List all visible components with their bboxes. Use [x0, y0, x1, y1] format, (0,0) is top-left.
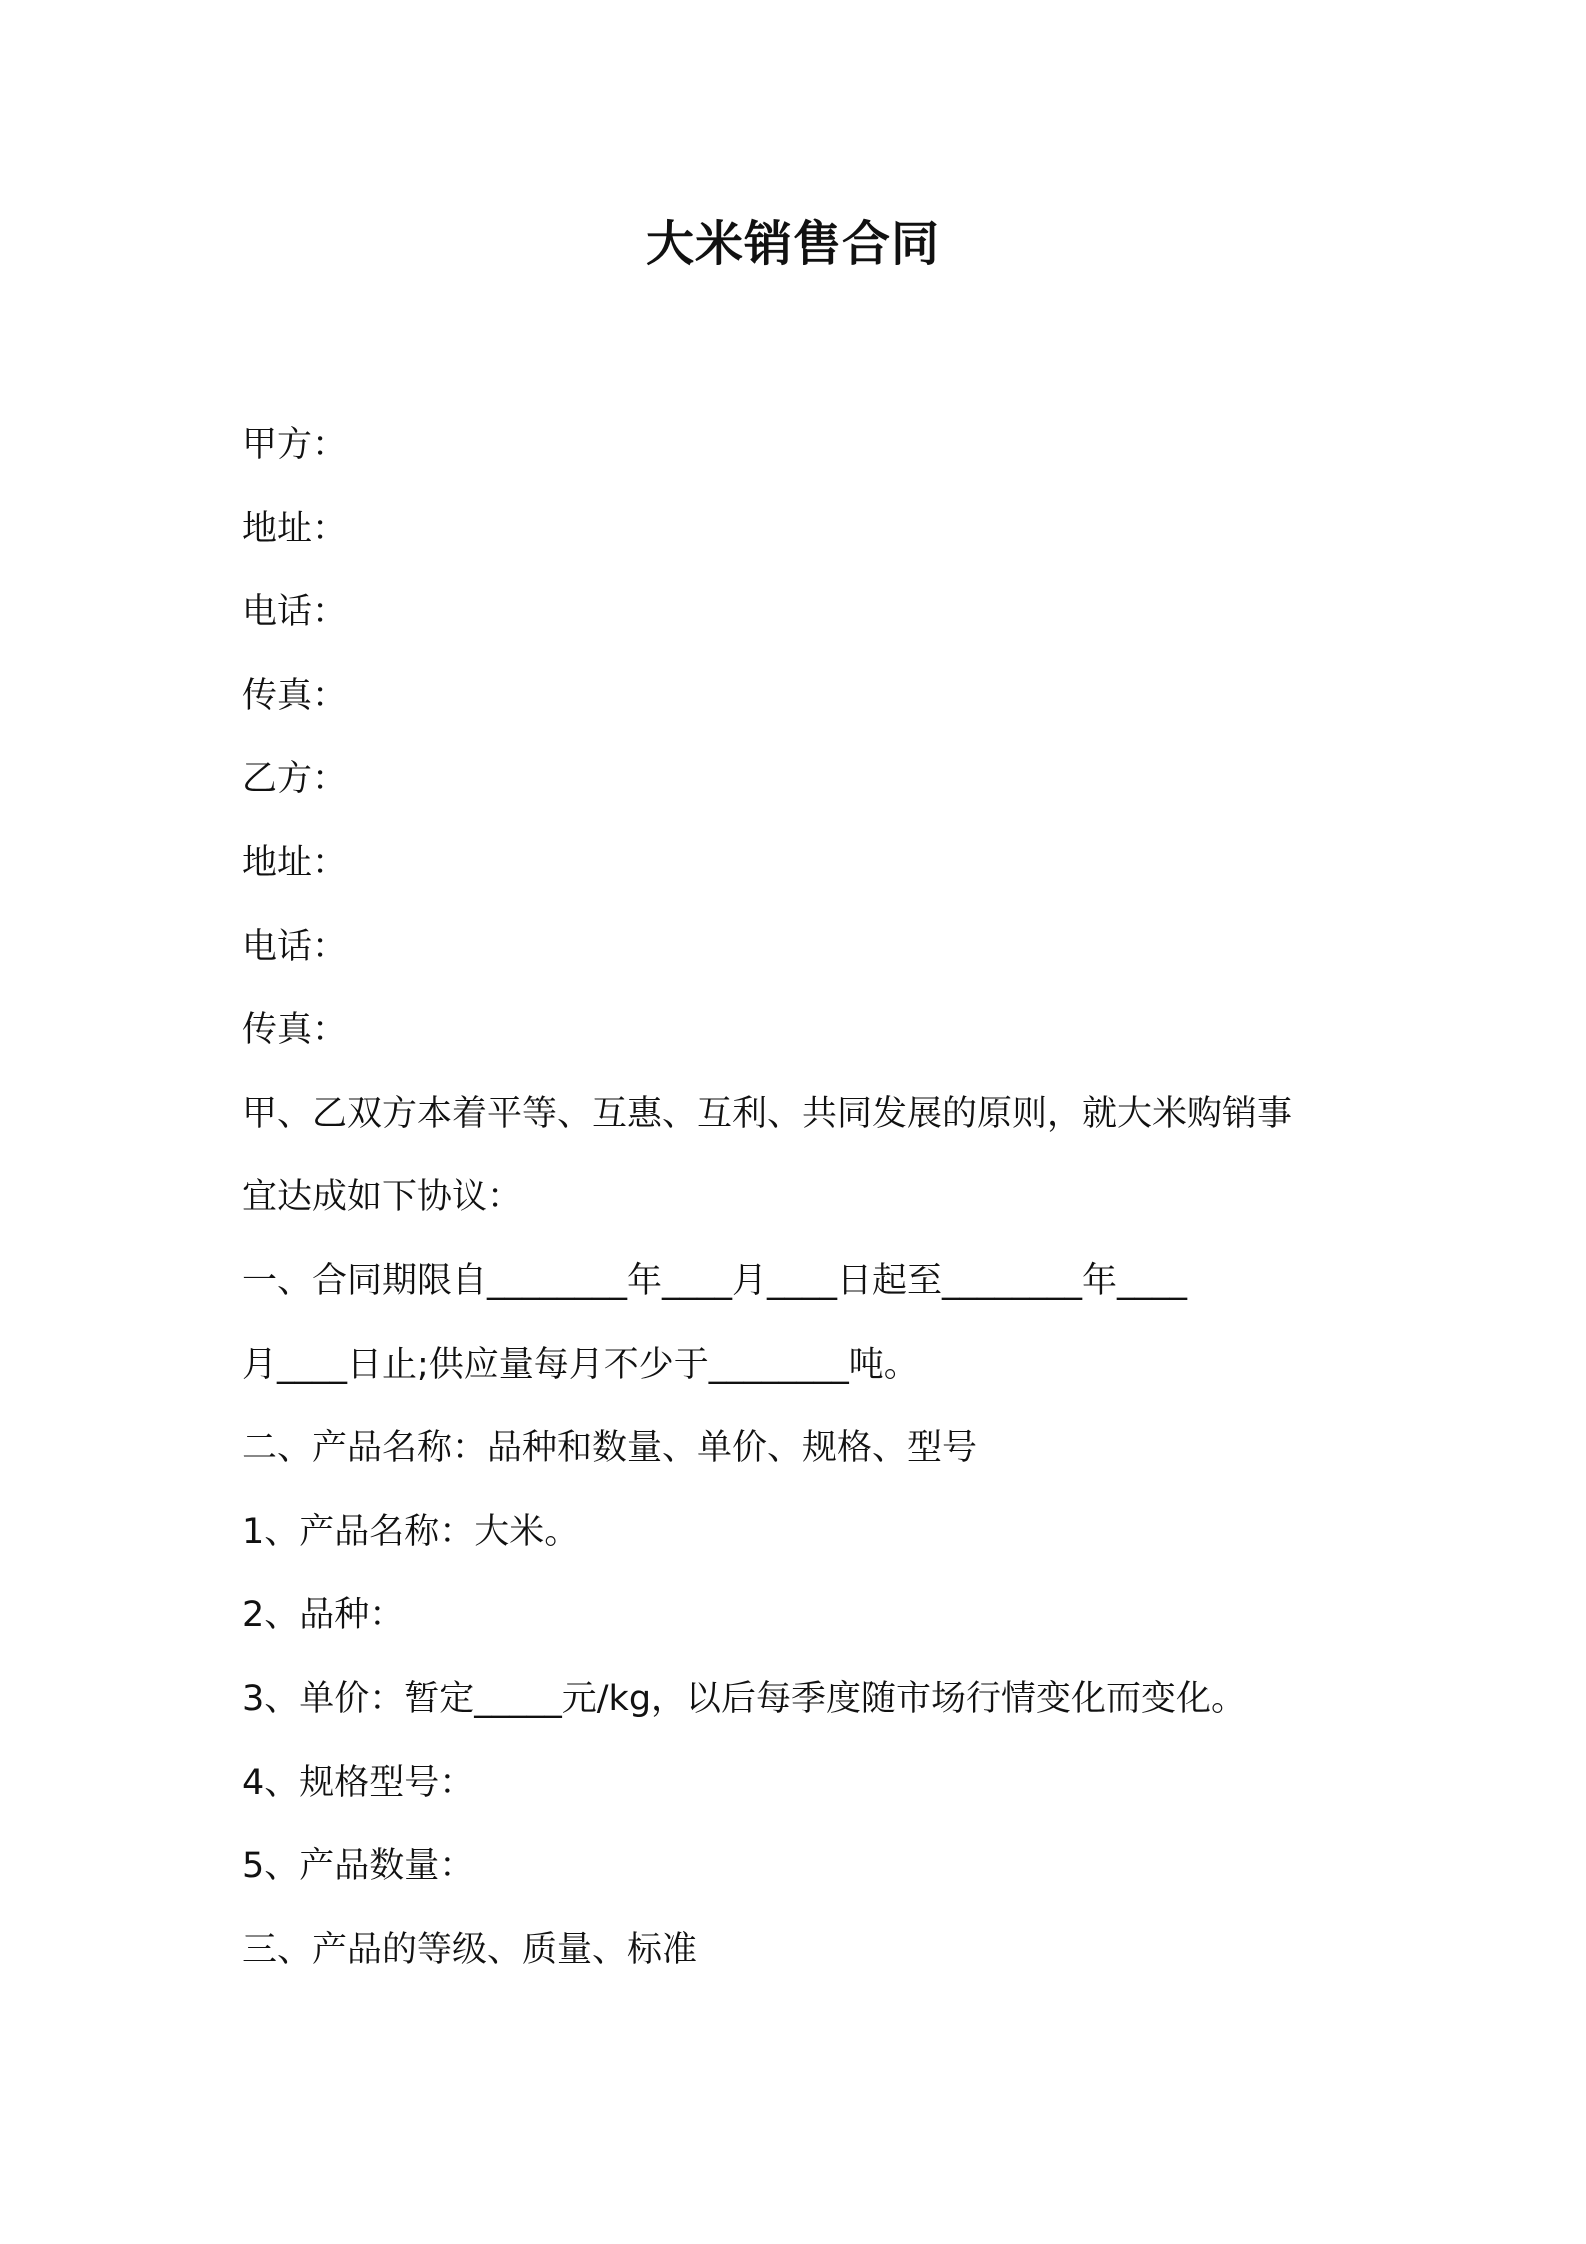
preamble-line-1: 甲、乙双方本着平等、互惠、互利、共同发展的原则，就大米购销事 — [242, 1093, 1293, 1134]
item-unit-price: 3、单价：暂定_____元/kg，以后每季度随市场行情变化而变化。 — [242, 1678, 1247, 1719]
item-specification: 4、规格型号： — [242, 1762, 475, 1803]
party-a-label: 甲方： — [242, 425, 348, 465]
item-variety: 2、品种： — [242, 1595, 405, 1636]
clause-1-line-1: 一、合同期限自________年____月____日起至________年____ — [242, 1260, 1188, 1301]
party-a-address: 地址： — [242, 508, 348, 549]
preamble-line-2: 宜达成如下协议： — [242, 1177, 523, 1218]
party-b-fax: 传真： — [242, 1010, 348, 1051]
item-quantity: 5、产品数量： — [242, 1846, 475, 1887]
clause-1-line-2: 月____日止;供应量每月不少于________吨。 — [242, 1344, 919, 1385]
party-a-fax: 传真： — [242, 675, 348, 716]
clause-2-heading: 二、产品名称：品种和数量、单价、规格、型号 — [242, 1428, 978, 1469]
party-b-address: 地址： — [242, 842, 348, 883]
party-b-label: 乙方： — [242, 759, 348, 800]
item-product-name: 1、产品名称：大米。 — [242, 1511, 580, 1552]
clause-3-heading: 三、产品的等级、质量、标准 — [242, 1929, 698, 1970]
party-a-phone: 电话： — [242, 592, 348, 633]
document-body — [242, 404, 1372, 1992]
document-title: 大米销售合同 — [645, 216, 940, 272]
party-b-phone: 电话： — [242, 926, 348, 967]
